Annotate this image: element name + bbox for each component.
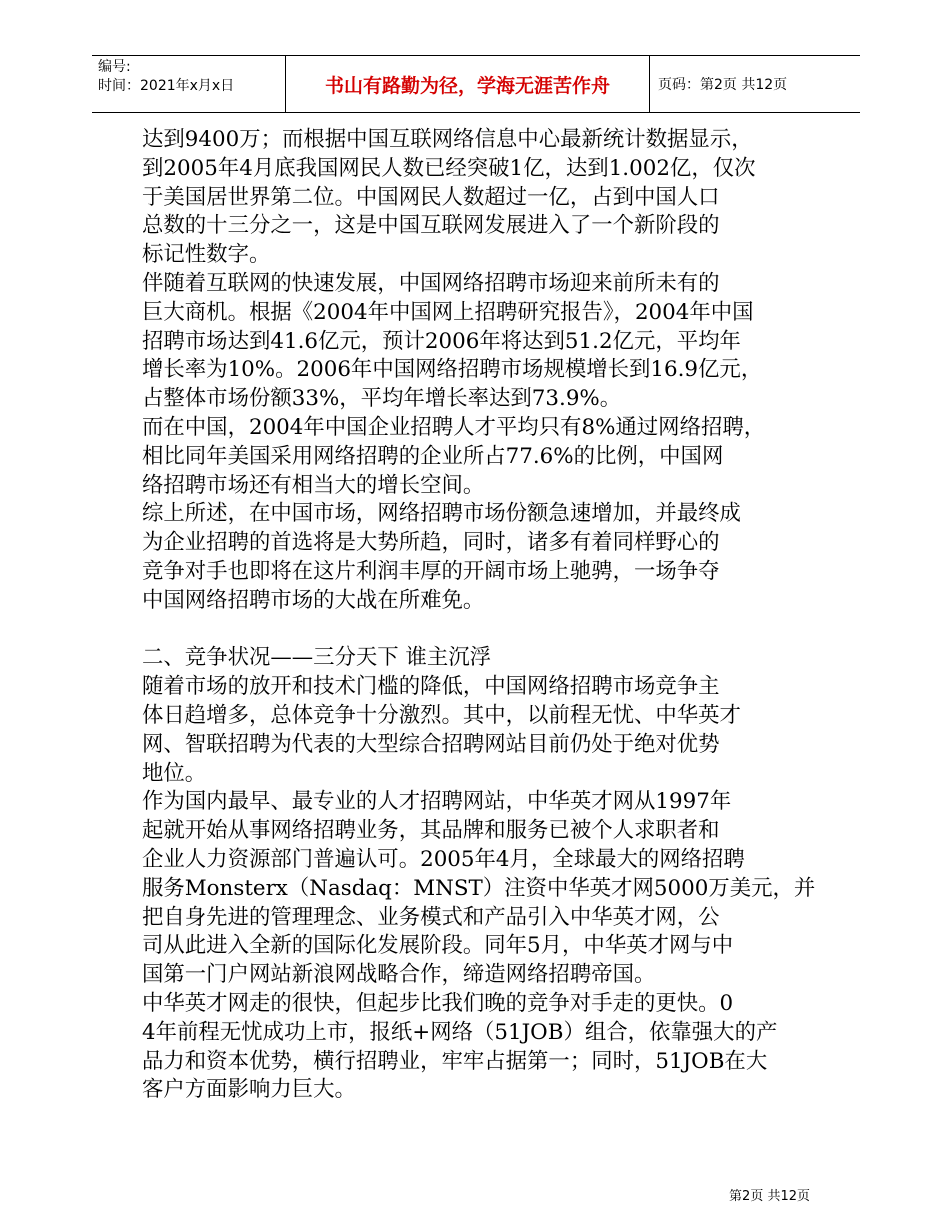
text-line: 于美国居世界第二位。中国网民人数超过一亿，占到中国人口 [142, 184, 720, 210]
text-line: 总数的十三分之一，这是中国互联网发展进入了一个新阶段的 [142, 213, 720, 239]
time-label: 时间：2021年x月x日 [98, 78, 235, 94]
document-body [142, 126, 832, 1105]
text-line: 占整体市场份额33%，平均年增长率达到73.9%。 [142, 386, 622, 412]
header-page-info: 页码：第2页 共12页 [658, 77, 788, 93]
text-line: 司从此进入全新的国际化发展阶段。同年5月，中华英才网与中 [142, 933, 734, 959]
text-line: 巨大商机。根据《2004年中国网上招聘研究报告》，2004年中国 [142, 299, 754, 325]
header-meta [92, 56, 286, 112]
text-line: 企业人力资源部门普遍认可。2005年4月，全球最大的网络招聘 [142, 846, 745, 872]
text-line: 络招聘市场还有相当大的增长空间。 [142, 472, 485, 498]
text-line: 二、竞争状况——三分天下 谁主沉浮 [142, 645, 492, 671]
text-line: 综上所述，在中国市场，网络招聘市场份额急速增加，并最终成 [142, 501, 741, 527]
text-line: 达到9400万；而根据中国互联网络信息中心最新统计数据显示， [142, 127, 753, 152]
text-line: 把自身先进的管理理念、业务模式和产品引入中华英才网，公 [142, 904, 720, 930]
text-line: 中华英才网走的很快，但起步比我们晚的竞争对手走的更快。0 [142, 990, 734, 1016]
text-line: 起就开始从事网络招聘业务，其品牌和服务已被个人求职者和 [142, 818, 720, 844]
text-line: 为企业招聘的首选将是大势所趋，同时，诸多有着同样野心的 [142, 530, 720, 556]
text-line: 服务Monsterx（Nasdaq：MNST）注资中华英才网5000万美元，并 [142, 875, 816, 901]
blank-line [142, 616, 832, 645]
text-line: 客户方面影响力巨大。 [142, 1077, 356, 1103]
text-line: 标记性数字。 [142, 242, 271, 268]
page-footer: 第2页 共12页 [729, 1189, 810, 1204]
text-line: 增长率为10%。2006年中国网络招聘市场规模增长到16.9亿元， [142, 357, 763, 383]
text-line: 而在中国，2004年中国企业招聘人才平均只有8%通过网络招聘， [142, 414, 766, 440]
text-line: 国第一门户网站新浪网战略合作，缔造网络招聘帝国。 [142, 962, 656, 988]
text-line: 作为国内最早、最专业的人才招聘网站，中华英才网从1997年 [142, 789, 732, 815]
text-line: 网、智联招聘为代表的大型综合招聘网站目前仍处于绝对优势 [142, 731, 720, 757]
text-line: 体日趋增多，总体竞争十分激烈。其中，以前程无忧、中华英才 [142, 702, 741, 728]
text-line: 招聘市场达到41.6亿元，预计2006年将达到51.2亿元，平均年 [142, 328, 741, 354]
text-line: 中国网络招聘市场的大战在所难免。 [142, 587, 485, 613]
text-line: 随着市场的放开和技术门槛的降低，中国网络招聘市场竞争主 [142, 674, 720, 700]
text-line: 地位。 [142, 760, 207, 786]
page-header [92, 55, 860, 113]
text-line: 伴随着互联网的快速发展，中国网络招聘市场迎来前所未有的 [142, 270, 720, 296]
text-line: 品力和资本优势，横行招聘业，牢牢占据第一；同时，51JOB在大 [142, 1048, 768, 1074]
text-line: 4年前程无忧成功上市，报纸+网络（51JOB）组合，依靠强大的产 [142, 1019, 778, 1045]
text-line: 到2005年4月底我国网民人数已经突破1亿，达到1.002亿，仅次 [142, 155, 756, 181]
text-line: 相比同年美国采用网络招聘的企业所占77.6%的比例，中国网 [142, 443, 724, 469]
header-motto: 书山有路勤为径，学海无涯苦作舟 [286, 56, 650, 112]
code-label: 编号: [98, 59, 131, 75]
text-line: 竞争对手也即将在这片利润丰厚的开阔市场上驰骋，一场争夺 [142, 558, 720, 584]
